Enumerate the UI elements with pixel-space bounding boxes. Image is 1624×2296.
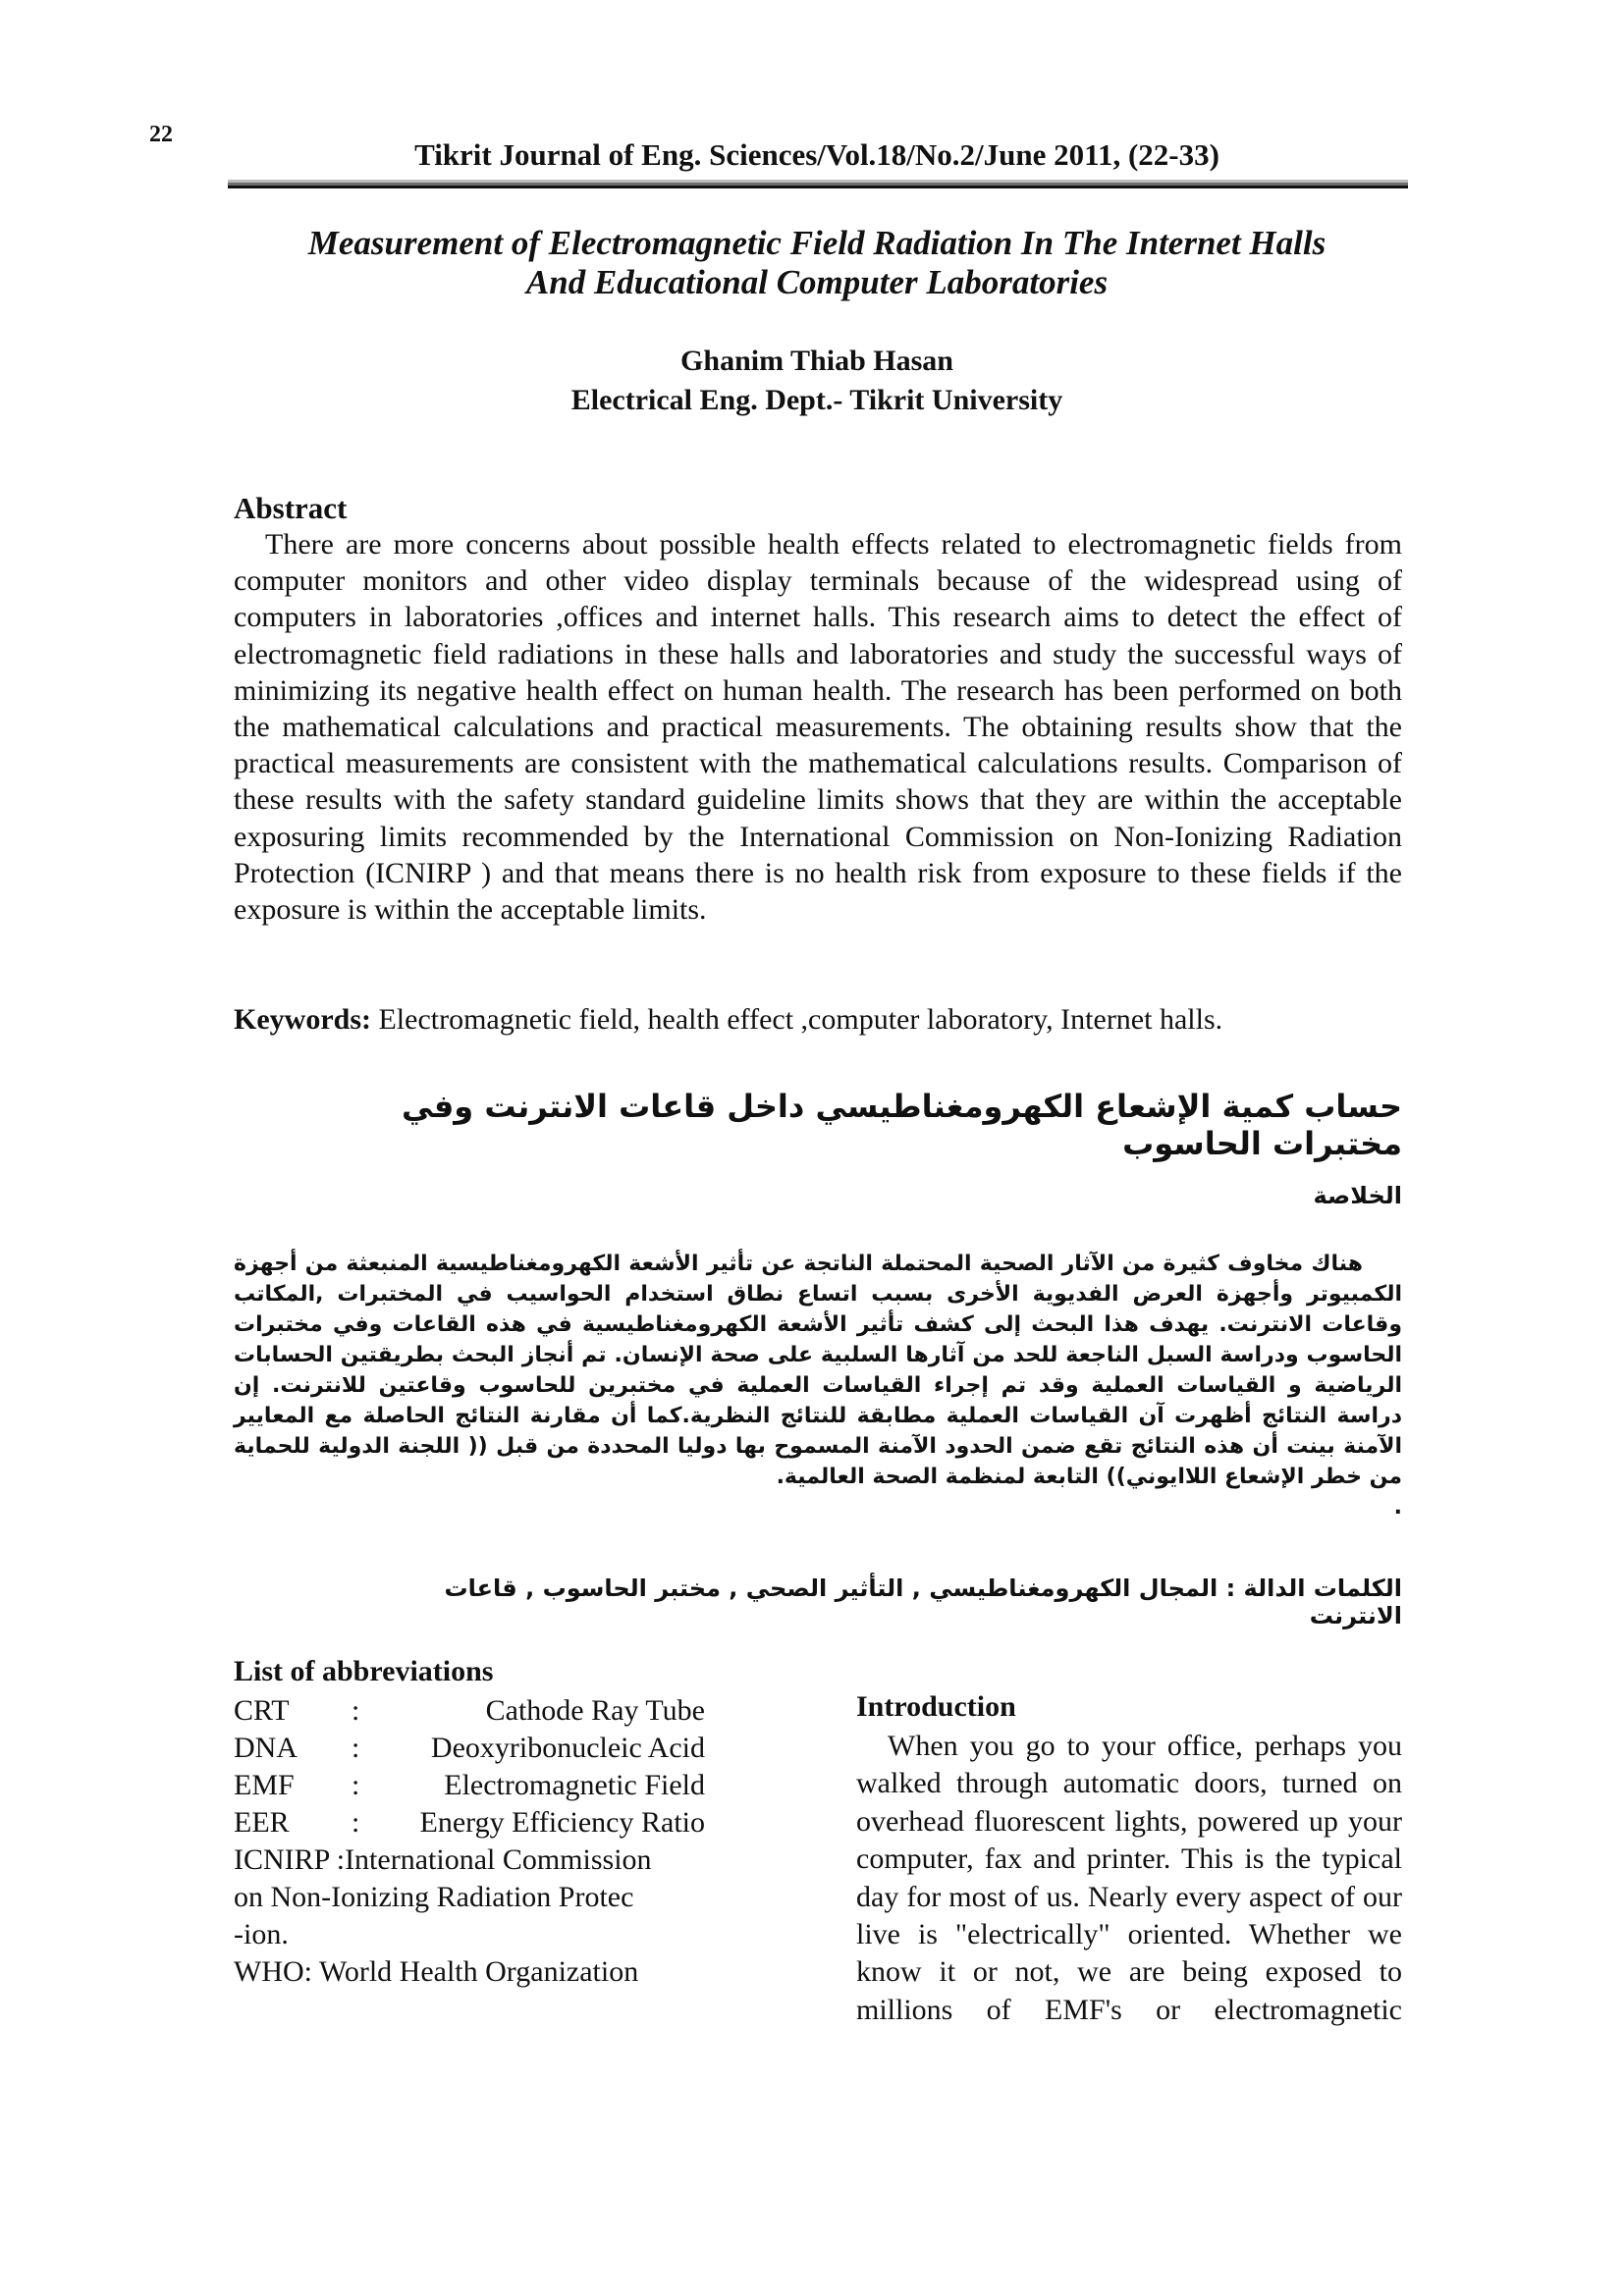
abbreviations-heading: List of abbreviations <box>234 1655 494 1687</box>
running-header: Tikrit Journal of Eng. Sciences/Vol.18/No.2/June 2011, (22-33) <box>414 137 1219 172</box>
abstract-body <box>234 526 1402 928</box>
arabic-abstract-heading: الخلاصة <box>1313 1182 1402 1209</box>
abbreviation-icnirp-line-3: -ion. <box>234 1918 289 1950</box>
abstract-text: There are more concerns about possible health effects related to electromagnetic fields from computer monitors and other video display terminals because of the widespread using of computers in laboratories ,offices and internet halls. This research aims to detect the effect of electromagnetic field radiations in these halls and laboratories and study the successful ways of minimizing its negative health effect on human health. The research has been performed on both the mathematical calculations and practical measurements. The obtaining results show that the practical measurements are consistent with the mathematical calculations results. Comparison of these results with the safety standard guideline limits shows that they are within the acceptable exposuring limits recommended by the International Commission on Non-Ionizing Radiation Protection (ICNIRP ) and that means there is no health risk from exposure to these fields if the exposure is within the acceptable limits. <box>234 528 1402 927</box>
abbreviation-colon: : <box>352 1806 360 1839</box>
introduction-body <box>856 1728 1402 2029</box>
abbreviation-colon: : <box>352 1732 360 1764</box>
abbreviation-icnirp-line-2: on Non-Ionizing Radiation Protec <box>234 1881 634 1913</box>
page-number: 22 <box>149 122 173 147</box>
abbreviation-definition: Deoxyribonucleic Acid <box>430 1732 705 1764</box>
abbreviation-definition: Electromagnetic Field <box>444 1769 705 1801</box>
title-line-2: And Educational Computer Laboratories <box>525 263 1109 301</box>
abbreviation-who: WHO: World Health Organization <box>234 1955 639 1988</box>
abbreviation-definition: Cathode Ray Tube <box>485 1694 705 1727</box>
author-block <box>228 342 1406 420</box>
abbreviation-term: EER <box>234 1806 290 1839</box>
abbreviation-term: EMF <box>234 1769 295 1801</box>
abbreviation-row <box>234 1692 705 1730</box>
abbreviation-row <box>234 1767 705 1804</box>
title-line-1: Measurement of Electromagnetic Field Radiation In The Internet Halls <box>307 224 1326 262</box>
introduction-text: When you go to your office, perhaps you walked through automatic doors, turned on overhead fluorescent lights, powered up your computer, fax and printer. This is the typical day for most of us. Nearly every aspect of our live is "electrically" oriented. Whether we know it or not, we are being exposed to millions of EMF's or electromagnetic <box>856 1730 1402 2026</box>
arabic-trailing-dot: . <box>1393 1495 1402 1520</box>
arabic-keywords: الكلمات الدالة : المجال الكهرومغناطيسي , التأثير الصحي , مختبر الحاسوب , قاعات الانترنت <box>444 1575 1402 1629</box>
abbreviation-row <box>234 1804 705 1842</box>
arabic-abstract-text: هناك مخاوف كثيرة من الآثار الصحية المحتملة الناتجة عن تأثير الأشعة الكهرومغناطيسية المنبعثة من أجهزة الكمبيوتر وأجهزة العرض الفديوية الأخرى بسبب اتساع نطاق استخدام الحواسيب في المختبرات ,المكاتب وقاعات الانترنت. يهدف هذا البحث إلى كشف تأثير الأشعة الكهرومغناطيسية في هذه القاعات وفي مختبرات الحاسوب ودراسة السبل الناجعة للحد من آثارها السلبية على صحة الإنسان. تم أنجاز البحث بطريقتين الحسابات الرياضية و القياسات العملية وقد تم إجراء القياسات العملية في مختبرين للحاسوب وقاعتين للانترنت. إن دراسة النتائج أظهرت آن القياسات العملية مطابقة للنتائج النظرية.كما أن مقارنة النتائج الحاصلة مع المعايير الآمنة بينت أن هذه النتائج تقع ضمن الحدود الآمنة المسموح بها دوليا المحددة من قبل (( اللجنة الدولية للحماية من خطر الإشعاع اللاايوني)) التابعة لمنظمة الصحة العالمية. <box>234 1252 1402 1489</box>
abbreviation-colon: : <box>352 1694 360 1727</box>
abbreviation-colon: : <box>352 1769 360 1801</box>
abbreviation-term: CRT <box>234 1694 290 1727</box>
abbreviation-definition: Energy Efficiency Ratio <box>419 1806 705 1839</box>
keywords <box>234 1003 1222 1037</box>
author-name: Ghanim Thiab Hasan <box>680 345 953 377</box>
introduction-heading: Introduction <box>856 1690 1016 1723</box>
arabic-title: حساب كمية الإشعاع الكهرومغناطيسي داخل قاعات الانترنت وفي مختبرات الحاسوب <box>401 1088 1402 1162</box>
keywords-label: Keywords: <box>234 1003 371 1036</box>
abbreviation-row <box>234 1730 705 1767</box>
paper-title <box>228 224 1406 302</box>
arabic-abstract <box>234 1249 1402 1522</box>
author-affiliation: Electrical Eng. Dept.- Tikrit University <box>570 384 1063 416</box>
abbreviation-icnirp-line-1: ICNIRP :International Commission <box>234 1843 652 1876</box>
abstract-heading: Abstract <box>234 491 348 525</box>
header-rule <box>228 180 1408 188</box>
abbreviations-list <box>234 1692 705 1991</box>
keywords-text: Electromagnetic field, health effect ,computer laboratory, Internet halls. <box>370 1003 1223 1036</box>
abbreviation-term: DNA <box>234 1732 298 1764</box>
